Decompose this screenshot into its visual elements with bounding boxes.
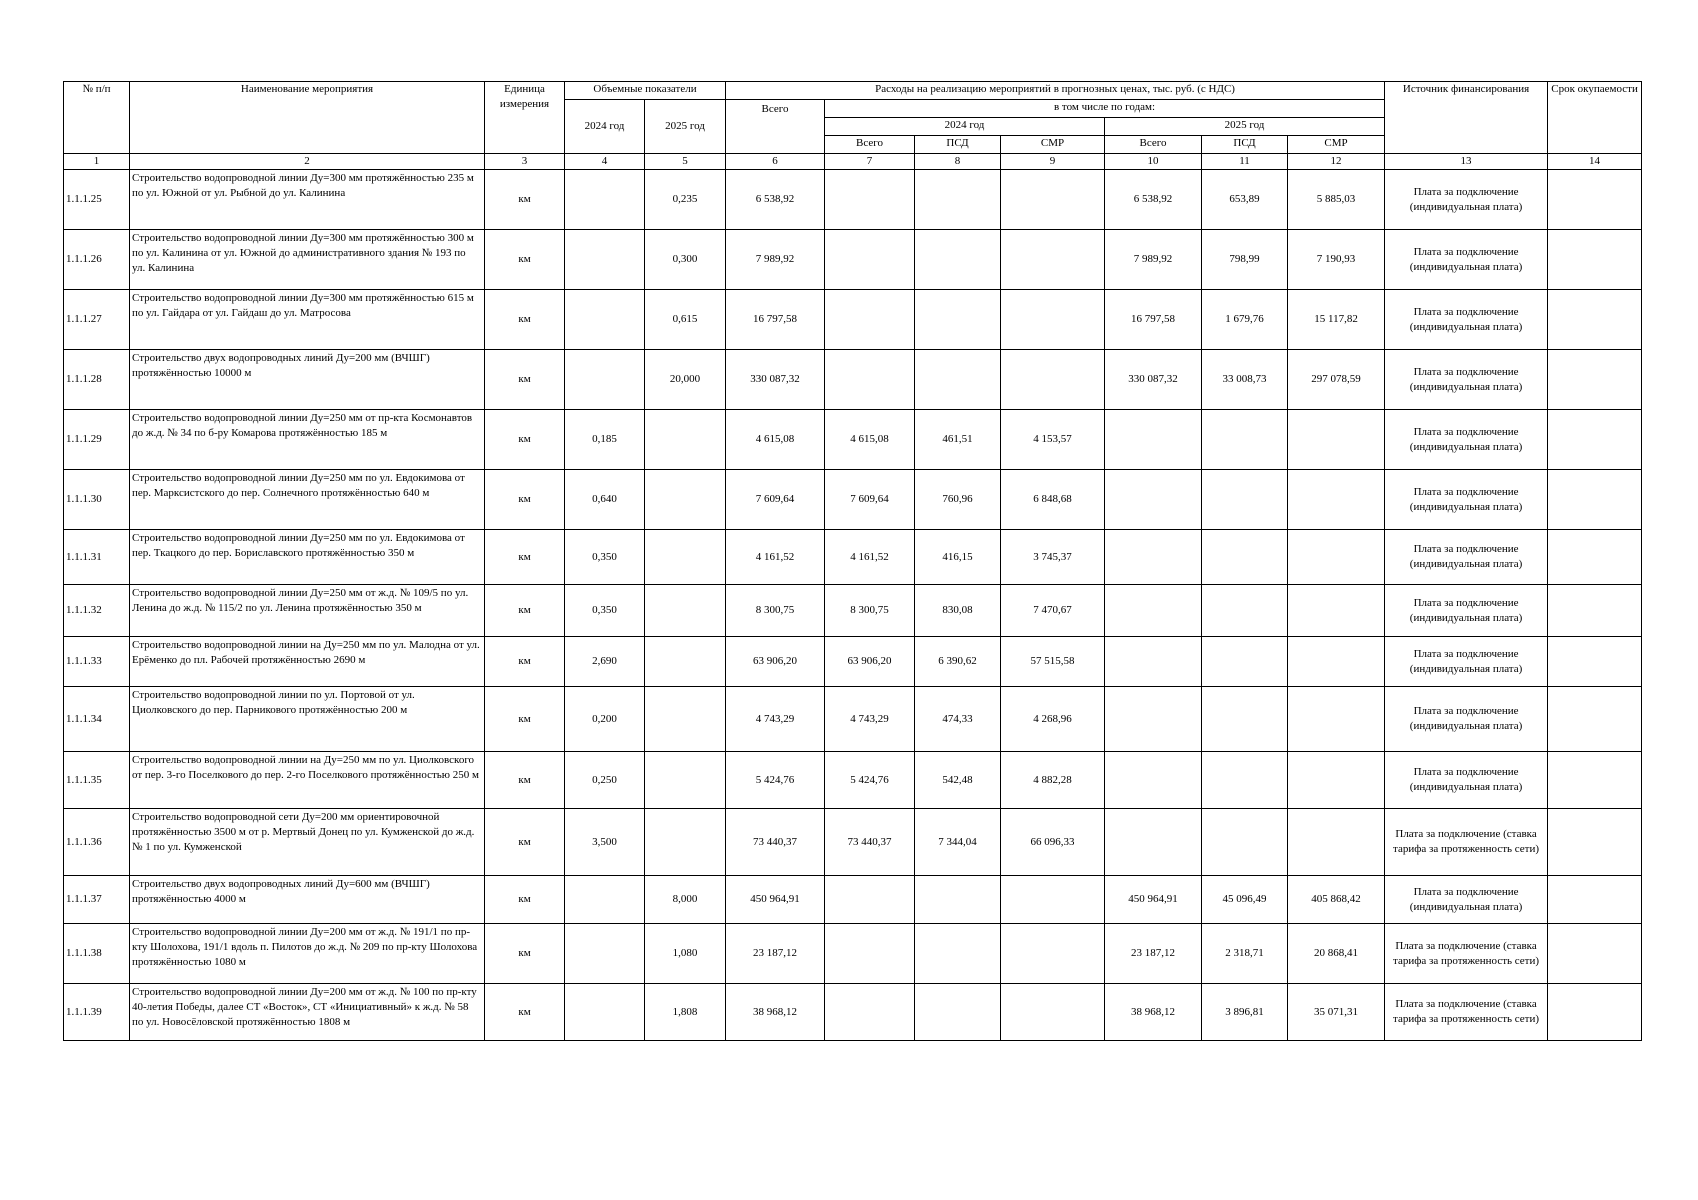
volume-2024-cell (565, 170, 645, 230)
column-number: 13 (1385, 154, 1548, 170)
smr-2024-cell (1001, 290, 1105, 350)
header-num: № п/п (64, 82, 130, 154)
smr-2024-cell (1001, 230, 1105, 290)
total-cost-cell: 16 797,58 (726, 290, 825, 350)
smr-2024-cell: 6 848,68 (1001, 470, 1105, 530)
cost-2025-total-cell: 38 968,12 (1105, 984, 1202, 1041)
psd-2024-cell: 6 390,62 (915, 637, 1001, 687)
event-name: Строительство водопроводной линии на Ду=250 мм по ул. Малодна от ул. Ерёменко до пл. Рабочей протяжённостью 2690 м (130, 637, 485, 687)
row-number: 1.1.1.29 (64, 410, 130, 470)
event-name: Строительство водопроводной линии Ду=200 мм от ж.д. № 100 по пр-кту 40-летия Победы, далее СТ «Восток», СТ «Инициативный» к ж.д. № 58 по ул. Новосёловской протяжённостью 1808 м (130, 984, 485, 1041)
total-cost-cell: 5 424,76 (726, 752, 825, 809)
psd-2025-cell: 3 896,81 (1202, 984, 1288, 1041)
unit-cell: км (485, 984, 565, 1041)
payback-cell (1548, 752, 1642, 809)
column-number: 4 (565, 154, 645, 170)
cost-2025-total-cell: 6 538,92 (1105, 170, 1202, 230)
total-cost-cell: 450 964,91 (726, 876, 825, 924)
unit-cell: км (485, 687, 565, 752)
volume-2024-cell: 0,250 (565, 752, 645, 809)
payback-cell (1548, 530, 1642, 585)
cost-2025-total-cell (1105, 530, 1202, 585)
volume-2025-cell (645, 809, 726, 876)
header-smr-2025: СМР (1288, 136, 1385, 154)
cost-2025-total-cell: 7 989,92 (1105, 230, 1202, 290)
funding-source-cell: Плата за подключение (индивидуальная плата) (1385, 585, 1548, 637)
funding-source-cell: Плата за подключение (индивидуальная плата) (1385, 637, 1548, 687)
header-volume-2024: 2024 год (565, 100, 645, 154)
funding-source-cell: Плата за подключение (индивидуальная плата) (1385, 876, 1548, 924)
smr-2025-cell (1288, 410, 1385, 470)
psd-2025-cell: 33 008,73 (1202, 350, 1288, 410)
cost-2025-total-cell: 23 187,12 (1105, 924, 1202, 984)
header-payback: Срок окупаемости (1548, 82, 1642, 154)
table-row (64, 984, 1642, 1041)
smr-2024-cell (1001, 876, 1105, 924)
smr-2025-cell (1288, 687, 1385, 752)
row-number: 1.1.1.34 (64, 687, 130, 752)
cost-2024-total-cell (825, 350, 915, 410)
event-name: Строительство водопроводной линии Ду=250 мм по ул. Евдокимова от пер. Ткацкого до пер. Бориславского протяжённостью 350 м (130, 530, 485, 585)
funding-source-cell: Плата за подключение (ставка тарифа за протяженность сети) (1385, 809, 1548, 876)
column-number: 11 (1202, 154, 1288, 170)
funding-source-cell: Плата за подключение (индивидуальная плата) (1385, 290, 1548, 350)
smr-2025-cell (1288, 637, 1385, 687)
header-sub-total-2025: Всего (1105, 136, 1202, 154)
smr-2024-cell: 4 882,28 (1001, 752, 1105, 809)
unit-cell: км (485, 230, 565, 290)
event-name: Строительство водопроводной линии Ду=300 мм протяжённостью 235 м по ул. Южной от ул. Рыбной до ул. Калинина (130, 170, 485, 230)
psd-2024-cell (915, 350, 1001, 410)
psd-2025-cell (1202, 410, 1288, 470)
volume-2025-cell: 0,615 (645, 290, 726, 350)
unit-cell: км (485, 637, 565, 687)
header-year-2025: 2025 год (1105, 118, 1385, 136)
psd-2025-cell: 798,99 (1202, 230, 1288, 290)
header-unit: Единица измерения (485, 82, 565, 154)
smr-2025-cell (1288, 530, 1385, 585)
total-cost-cell: 4 615,08 (726, 410, 825, 470)
volume-2025-cell (645, 637, 726, 687)
funding-source-cell: Плата за подключение (индивидуальная плата) (1385, 170, 1548, 230)
column-number: 2 (130, 154, 485, 170)
psd-2024-cell: 474,33 (915, 687, 1001, 752)
total-cost-cell: 38 968,12 (726, 984, 825, 1041)
event-name: Строительство водопроводной линии Ду=300 мм протяжённостью 300 м по ул. Калинина от ул. Южной до административного здания № 193 по ул. Калинина (130, 230, 485, 290)
funding-source-cell: Плата за подключение (ставка тарифа за протяженность сети) (1385, 984, 1548, 1041)
table-row (64, 170, 1642, 230)
cost-2024-total-cell: 4 743,29 (825, 687, 915, 752)
cost-2025-total-cell (1105, 752, 1202, 809)
psd-2024-cell: 416,15 (915, 530, 1001, 585)
psd-2025-cell (1202, 752, 1288, 809)
table-row (64, 585, 1642, 637)
row-number: 1.1.1.39 (64, 984, 130, 1041)
psd-2025-cell (1202, 585, 1288, 637)
row-number: 1.1.1.27 (64, 290, 130, 350)
psd-2024-cell (915, 876, 1001, 924)
volume-2024-cell: 0,640 (565, 470, 645, 530)
investment-program-table (63, 81, 1642, 1041)
volume-2025-cell: 1,808 (645, 984, 726, 1041)
payback-cell (1548, 637, 1642, 687)
table-row (64, 809, 1642, 876)
cost-2024-total-cell (825, 290, 915, 350)
psd-2024-cell (915, 290, 1001, 350)
psd-2025-cell (1202, 809, 1288, 876)
payback-cell (1548, 585, 1642, 637)
total-cost-cell: 63 906,20 (726, 637, 825, 687)
volume-2025-cell (645, 752, 726, 809)
table-row (64, 230, 1642, 290)
psd-2024-cell: 7 344,04 (915, 809, 1001, 876)
total-cost-cell: 6 538,92 (726, 170, 825, 230)
event-name: Строительство водопроводной линии Ду=250 мм от ж.д. № 109/5 по ул. Ленина до ж.д. № 115/2 по ул. Ленина протяжённостью 350 м (130, 585, 485, 637)
volume-2025-cell: 0,300 (645, 230, 726, 290)
psd-2024-cell: 760,96 (915, 470, 1001, 530)
smr-2024-cell (1001, 350, 1105, 410)
header-by-years: в том числе по годам: (825, 100, 1385, 118)
psd-2025-cell (1202, 470, 1288, 530)
volume-2024-cell (565, 350, 645, 410)
funding-source-cell: Плата за подключение (индивидуальная плата) (1385, 410, 1548, 470)
payback-cell (1548, 687, 1642, 752)
row-number: 1.1.1.31 (64, 530, 130, 585)
column-number: 8 (915, 154, 1001, 170)
payback-cell (1548, 410, 1642, 470)
smr-2024-cell: 57 515,58 (1001, 637, 1105, 687)
payback-cell (1548, 290, 1642, 350)
cost-2024-total-cell (825, 230, 915, 290)
smr-2025-cell (1288, 809, 1385, 876)
event-name: Строительство водопроводной сети Ду=200 мм ориентировочной протяжённостью 3500 м от р. Мертвый Донец по ул. Кумженской до ж.д. № 1 по ул. Кумженской (130, 809, 485, 876)
total-cost-cell: 23 187,12 (726, 924, 825, 984)
volume-2024-cell (565, 876, 645, 924)
header-sub-total-2024: Всего (825, 136, 915, 154)
unit-cell: км (485, 752, 565, 809)
cost-2025-total-cell (1105, 470, 1202, 530)
volume-2025-cell (645, 687, 726, 752)
volume-2025-cell (645, 585, 726, 637)
volume-2024-cell: 3,500 (565, 809, 645, 876)
cost-2025-total-cell (1105, 687, 1202, 752)
volume-2025-cell: 20,000 (645, 350, 726, 410)
header-psd-2025: ПСД (1202, 136, 1288, 154)
psd-2025-cell (1202, 637, 1288, 687)
funding-source-cell: Плата за подключение (индивидуальная плата) (1385, 530, 1548, 585)
psd-2024-cell: 542,48 (915, 752, 1001, 809)
psd-2024-cell: 461,51 (915, 410, 1001, 470)
cost-2024-total-cell: 7 609,64 (825, 470, 915, 530)
column-number: 14 (1548, 154, 1642, 170)
psd-2024-cell (915, 984, 1001, 1041)
volume-2024-cell: 2,690 (565, 637, 645, 687)
smr-2025-cell (1288, 752, 1385, 809)
header-name: Наименование мероприятия (130, 82, 485, 154)
funding-source-cell: Плата за подключение (индивидуальная плата) (1385, 687, 1548, 752)
payback-cell (1548, 924, 1642, 984)
row-number: 1.1.1.32 (64, 585, 130, 637)
header-psd-2024: ПСД (915, 136, 1001, 154)
header-costs: Расходы на реализацию мероприятий в прогнозных ценах, тыс. руб. (с НДС) (726, 82, 1385, 100)
column-number: 5 (645, 154, 726, 170)
psd-2025-cell: 1 679,76 (1202, 290, 1288, 350)
cost-2024-total-cell: 4 615,08 (825, 410, 915, 470)
smr-2025-cell: 7 190,93 (1288, 230, 1385, 290)
event-name: Строительство водопроводной линии Ду=250 мм по ул. Евдокимова от пер. Марксистского до пер. Солнечного протяжённостью 640 м (130, 470, 485, 530)
cost-2024-total-cell: 63 906,20 (825, 637, 915, 687)
row-number: 1.1.1.35 (64, 752, 130, 809)
header-source: Источник финансирования (1385, 82, 1548, 154)
volume-2025-cell (645, 470, 726, 530)
cost-2024-total-cell (825, 924, 915, 984)
row-number: 1.1.1.38 (64, 924, 130, 984)
unit-cell: км (485, 809, 565, 876)
table-row (64, 637, 1642, 687)
row-number: 1.1.1.33 (64, 637, 130, 687)
smr-2025-cell: 20 868,41 (1288, 924, 1385, 984)
psd-2024-cell (915, 170, 1001, 230)
volume-2024-cell (565, 924, 645, 984)
cost-2025-total-cell (1105, 637, 1202, 687)
volume-2024-cell (565, 230, 645, 290)
header-total: Всего (726, 100, 825, 154)
volume-2024-cell: 0,185 (565, 410, 645, 470)
total-cost-cell: 8 300,75 (726, 585, 825, 637)
event-name: Строительство водопроводной линии на Ду=250 мм по ул. Циолковского от пер. 3-го Поселкового до пер. 2-го Поселкового протяжённостью 250 м (130, 752, 485, 809)
payback-cell (1548, 170, 1642, 230)
column-number: 10 (1105, 154, 1202, 170)
psd-2025-cell: 45 096,49 (1202, 876, 1288, 924)
cost-2024-total-cell: 4 161,52 (825, 530, 915, 585)
header-smr-2024: СМР (1001, 136, 1105, 154)
volume-2024-cell (565, 984, 645, 1041)
total-cost-cell: 330 087,32 (726, 350, 825, 410)
cost-2025-total-cell: 16 797,58 (1105, 290, 1202, 350)
funding-source-cell: Плата за подключение (индивидуальная плата) (1385, 470, 1548, 530)
unit-cell: км (485, 470, 565, 530)
event-name: Строительство двух водопроводных линий Ду=200 мм (ВЧШГ) протяжённостью 10000 м (130, 350, 485, 410)
column-number: 1 (64, 154, 130, 170)
cost-2024-total-cell: 5 424,76 (825, 752, 915, 809)
volume-2024-cell: 0,350 (565, 585, 645, 637)
psd-2024-cell: 830,08 (915, 585, 1001, 637)
cost-2024-total-cell (825, 984, 915, 1041)
event-name: Строительство водопроводной линии Ду=300 мм протяжённостью 615 м по ул. Гайдара от ул. Гайдаш до ул. Матросова (130, 290, 485, 350)
volume-2024-cell: 0,200 (565, 687, 645, 752)
smr-2025-cell: 15 117,82 (1288, 290, 1385, 350)
table-row (64, 924, 1642, 984)
volume-2025-cell: 0,235 (645, 170, 726, 230)
cost-2025-total-cell (1105, 585, 1202, 637)
column-number: 9 (1001, 154, 1105, 170)
column-number: 6 (726, 154, 825, 170)
volume-2025-cell (645, 530, 726, 585)
row-number: 1.1.1.30 (64, 470, 130, 530)
smr-2024-cell (1001, 924, 1105, 984)
row-number: 1.1.1.36 (64, 809, 130, 876)
cost-2025-total-cell (1105, 410, 1202, 470)
volume-2024-cell: 0,350 (565, 530, 645, 585)
payback-cell (1548, 809, 1642, 876)
event-name: Строительство двух водопроводных линий Ду=600 мм (ВЧШГ) протяжённостью 4000 м (130, 876, 485, 924)
smr-2024-cell: 4 153,57 (1001, 410, 1105, 470)
unit-cell: км (485, 350, 565, 410)
volume-2025-cell (645, 410, 726, 470)
column-number: 3 (485, 154, 565, 170)
funding-source-cell: Плата за подключение (индивидуальная плата) (1385, 350, 1548, 410)
total-cost-cell: 7 609,64 (726, 470, 825, 530)
payback-cell (1548, 876, 1642, 924)
smr-2024-cell: 66 096,33 (1001, 809, 1105, 876)
event-name: Строительство водопроводной линии по ул. Портовой от ул. Циолковского до пер. Парникового протяжённостью 200 м (130, 687, 485, 752)
funding-source-cell: Плата за подключение (индивидуальная плата) (1385, 230, 1548, 290)
row-number: 1.1.1.37 (64, 876, 130, 924)
table-row (64, 876, 1642, 924)
table-row (64, 752, 1642, 809)
volume-2025-cell: 1,080 (645, 924, 726, 984)
smr-2024-cell (1001, 984, 1105, 1041)
volume-2024-cell (565, 290, 645, 350)
payback-cell (1548, 350, 1642, 410)
unit-cell: км (485, 924, 565, 984)
column-number: 7 (825, 154, 915, 170)
smr-2025-cell: 5 885,03 (1288, 170, 1385, 230)
unit-cell: км (485, 170, 565, 230)
unit-cell: км (485, 530, 565, 585)
row-number: 1.1.1.28 (64, 350, 130, 410)
unit-cell: км (485, 290, 565, 350)
funding-source-cell: Плата за подключение (индивидуальная плата) (1385, 752, 1548, 809)
table-row (64, 470, 1642, 530)
payback-cell (1548, 984, 1642, 1041)
smr-2024-cell: 3 745,37 (1001, 530, 1105, 585)
total-cost-cell: 4 161,52 (726, 530, 825, 585)
total-cost-cell: 4 743,29 (726, 687, 825, 752)
smr-2025-cell (1288, 585, 1385, 637)
smr-2025-cell: 35 071,31 (1288, 984, 1385, 1041)
table-row (64, 290, 1642, 350)
smr-2025-cell: 297 078,59 (1288, 350, 1385, 410)
cost-2025-total-cell: 450 964,91 (1105, 876, 1202, 924)
total-cost-cell: 73 440,37 (726, 809, 825, 876)
unit-cell: км (485, 876, 565, 924)
psd-2025-cell: 2 318,71 (1202, 924, 1288, 984)
header-year-2024: 2024 год (825, 118, 1105, 136)
table-row (64, 687, 1642, 752)
row-number: 1.1.1.26 (64, 230, 130, 290)
header-volume: Объемные показатели (565, 82, 726, 100)
psd-2024-cell (915, 230, 1001, 290)
smr-2024-cell (1001, 170, 1105, 230)
psd-2025-cell (1202, 530, 1288, 585)
psd-2025-cell (1202, 687, 1288, 752)
cost-2025-total-cell: 330 087,32 (1105, 350, 1202, 410)
row-number: 1.1.1.25 (64, 170, 130, 230)
smr-2024-cell: 7 470,67 (1001, 585, 1105, 637)
cost-2025-total-cell (1105, 809, 1202, 876)
smr-2025-cell: 405 868,42 (1288, 876, 1385, 924)
column-number: 12 (1288, 154, 1385, 170)
total-cost-cell: 7 989,92 (726, 230, 825, 290)
event-name: Строительство водопроводной линии Ду=200 мм от ж.д. № 191/1 по пр-кту Шолохова, 191/1 вдоль п. Пилотов до ж.д. № 209 по пр-кту Шолохова протяжённостью 1080 м (130, 924, 485, 984)
event-name: Строительство водопроводной линии Ду=250 мм от пр-кта Космонавтов до ж.д. № 34 по б-ру Комарова протяжённостью 185 м (130, 410, 485, 470)
funding-source-cell: Плата за подключение (ставка тарифа за протяженность сети) (1385, 924, 1548, 984)
header-volume-2025: 2025 год (645, 100, 726, 154)
table-row (64, 530, 1642, 585)
unit-cell: км (485, 410, 565, 470)
payback-cell (1548, 230, 1642, 290)
psd-2024-cell (915, 924, 1001, 984)
smr-2024-cell: 4 268,96 (1001, 687, 1105, 752)
table-row (64, 410, 1642, 470)
smr-2025-cell (1288, 470, 1385, 530)
table-row (64, 350, 1642, 410)
cost-2024-total-cell (825, 170, 915, 230)
payback-cell (1548, 470, 1642, 530)
cost-2024-total-cell: 8 300,75 (825, 585, 915, 637)
cost-2024-total-cell: 73 440,37 (825, 809, 915, 876)
unit-cell: км (485, 585, 565, 637)
volume-2025-cell: 8,000 (645, 876, 726, 924)
psd-2025-cell: 653,89 (1202, 170, 1288, 230)
cost-2024-total-cell (825, 876, 915, 924)
